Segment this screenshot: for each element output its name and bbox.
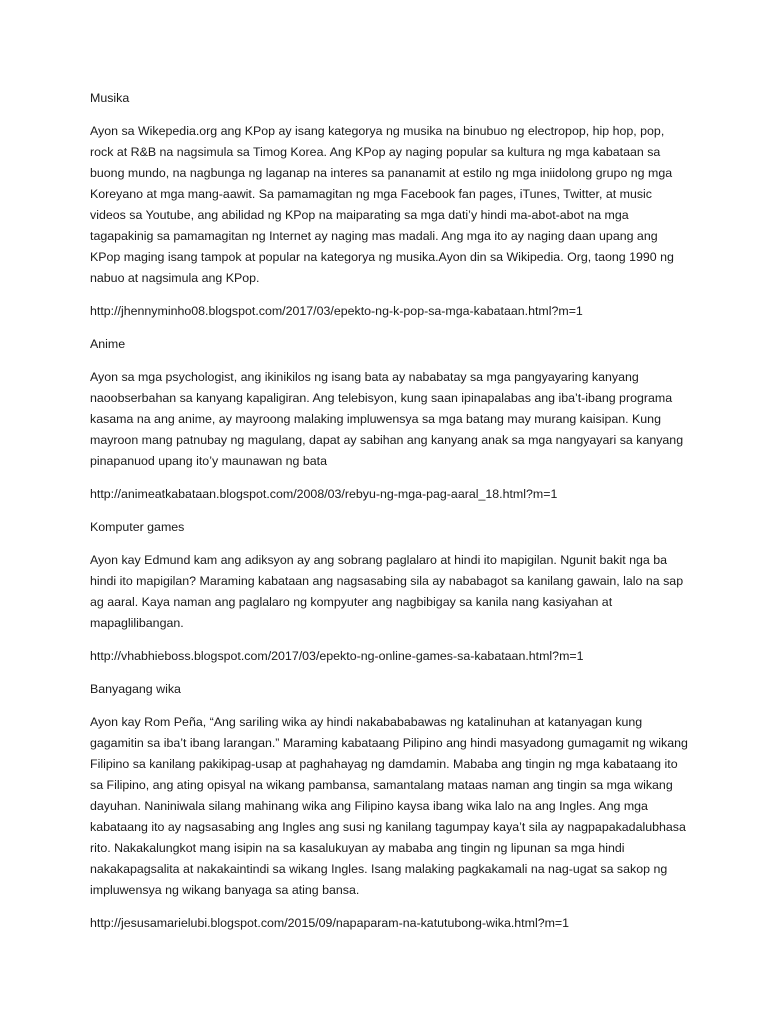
section-paragraph: Ayon kay Rom Peña, “Ang sariling wika ay hindi nakabababawas ng katalinuhan at katanyagan kung gagamitin sa iba’t ibang larangan.” Maraming kabataang Pilipino ang hindi masyadong gumagamit ng wikang Filipino sa kanilang pakikipag-usap at paghahayag ng damdamin. Mababa ang tingin ng mga kabataang ito sa Filipino, ang ating opisyal na wikang pambansa, samantalang mataas naman ang tingin sa mga wikang dayuhan. Naniniwala silang mahinang wika ang Filipino kaysa ibang wika lalo na ang Ingles. Ang mga kabataang ito ay nagsasabing ang Ingles ang susi ng kanilang tagumpay kaya’t sila ay nagpapakadalubhasa rito. Nakakalungkot mang isipin na sa kasalukuyan ay mababa ang tingin ng lipunan sa mga hindi nakakapagsalita at nakakaintindi sa wikang Ingles. Isang malaking pagkakamali na nag-ugat sa sakop ng impluwensya ng wikang banyaga sa ating bansa. [90, 715, 688, 897]
section-heading: Anime [90, 337, 126, 351]
source-link: http://jesusamarielubi.blogspot.com/2015/09/napaparam-na-katutubong-wika.html?m=1 [90, 916, 570, 930]
section-komputer-games [90, 517, 690, 667]
source-link: http://jhennyminho08.blogspot.com/2017/03/epekto-ng-k-pop-sa-mga-kabataan.html?m=1 [90, 304, 583, 318]
section-musika [90, 88, 690, 322]
section-paragraph: Ayon kay Edmund kam ang adiksyon ay ang sobrang paglalaro at hindi ito mapigilan. Ngunit bakit nga ba hindi ito mapigilan? Maraming kabataan ang nagsasabing sila ay nababagot sa kanilang gawain, lalo na sap ag aaral. Kaya naman ang paglalaro ng kompyuter ang nagbibigay sa kanila nang kasiyahan at mapaglilibangan. [90, 553, 684, 630]
source-link: http://animeatkabataan.blogspot.com/2008/03/rebyu-ng-mga-pag-aaral_18.html?m=1 [90, 487, 558, 501]
section-anime [90, 334, 690, 505]
section-banyagang-wika [90, 679, 690, 934]
section-heading: Komputer games [90, 520, 185, 534]
section-paragraph: Ayon sa Wikepedia.org ang KPop ay isang kategorya ng musika na binubuo ng electropop, hip hop, pop, rock at R&B na nagsimula sa Timog Korea. Ang KPop ay naging popular sa kultura ng mga kabataan sa buong mundo, na nagbunga ng laganap na interes sa pananamit at estilo ng mga iniidolong grupo ng mga Koreyano at mga mang-aawit. Sa pamamagitan ng mga Facebook fan pages, iTunes, Twitter, at music videos sa Youtube, ang abilidad ng KPop na maiparating sa mga dati’y hindi ma-abot-abot na mga tagapakinig sa pamamagitan ng Internet ay naging mas madali. Ang mga ito ay naging daan upang ang KPop maging isang tampok at popular na kategorya ng musika.Ayon din sa Wikipedia. Org, taong 1990 ng nabuo at nagsimula ang KPop. [90, 124, 674, 285]
source-link: http://vhabhieboss.blogspot.com/2017/03/epekto-ng-online-games-sa-kabataan.html?m=1 [90, 649, 584, 663]
section-heading: Musika [90, 91, 130, 105]
section-heading: Banyagang wika [90, 682, 181, 696]
document-page [90, 88, 690, 946]
section-paragraph: Ayon sa mga psychologist, ang ikinikilos ng isang bata ay nababatay sa mga pangyayaring kanyang naoobserbahan sa kanyang kapaligiran. Ang telebisyon, kung saan ipinapalabas ang iba’t-ibang programa kasama na ang anime, ay mayroong malaking impluwensya sa mga batang may murang kaisipan. Kung mayroon mang patnubay ng magulang, dapat ay sabihan ang kanyang anak sa mga nangyayari sa kanyang pinapanuod upang ito’y maunawan ng bata [90, 370, 684, 468]
